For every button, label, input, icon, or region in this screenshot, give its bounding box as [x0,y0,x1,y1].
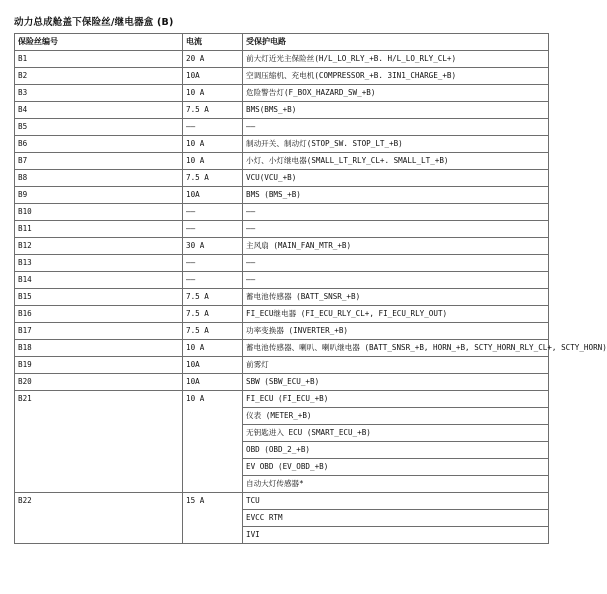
header-current: 电流 [183,34,243,51]
current-cell: 10 A [183,340,243,357]
fuse-number-cell: B2 [15,68,183,85]
protected-circuit-cell: 无钥匙进入 ECU (SMART_ECU_+B) [243,425,549,442]
table-row [15,289,549,306]
current-cell: 10A [183,187,243,204]
protected-circuit-cell: EV OBD (EV_OBD_+B) [243,459,549,476]
fuse-number-cell: B16 [15,306,183,323]
protected-circuit-cell: BMS(BMS_+B) [243,102,549,119]
protected-circuit-cell: SBW (SBW_ECU_+B) [243,374,549,391]
current-cell: 10A [183,374,243,391]
fuse-number-cell: B19 [15,357,183,374]
table-row [15,51,549,68]
fuse-number-cell: B18 [15,340,183,357]
protected-circuit-cell: FI_ECU继电器 (FI_ECU_RLY_CL+, FI_ECU_RLY_OUT) [243,306,549,323]
table-row [15,136,549,153]
protected-circuit-cell: —— [243,272,549,289]
protected-circuit-cell: 空调压缩机、充电机(COMPRESSOR_+B. 3IN1_CHARGE_+B) [243,68,549,85]
protected-circuit-cell: 小灯、小灯继电器(SMALL_LT_RLY_CL+. SMALL_LT_+B) [243,153,549,170]
current-cell: 7.5 A [183,306,243,323]
current-cell: —— [183,204,243,221]
fuse-number-cell: B15 [15,289,183,306]
fuse-number-cell: B1 [15,51,183,68]
protected-circuit-cell: 仪表 (METER_+B) [243,408,549,425]
table-row [15,187,549,204]
protected-circuit-cell: FI_ECU (FI_ECU_+B) [243,391,549,408]
current-cell: 10 A [183,153,243,170]
header-protected-circuit: 受保护电路 [243,34,549,51]
fuse-number-cell: B6 [15,136,183,153]
table-row [15,170,549,187]
protected-circuit-cell: 自动大灯传感器* [243,476,549,493]
protected-circuit-cell: 危险警告灯(F_BOX_HAZARD_SW_+B) [243,85,549,102]
protected-circuit-cell: —— [243,119,549,136]
table-row [15,119,549,136]
table-row [15,238,549,255]
header-fuse-number: 保险丝编号 [15,34,183,51]
protected-circuit-cell: OBD (OBD_2_+B) [243,442,549,459]
table-row [15,306,549,323]
table-row [15,255,549,272]
table-row [15,102,549,119]
fuse-number-cell: B22 [15,493,183,544]
table-row [15,204,549,221]
table-row [15,323,549,340]
fuse-number-cell: B11 [15,221,183,238]
current-cell: 10A [183,68,243,85]
protected-circuit-cell: BMS (BMS_+B) [243,187,549,204]
protected-circuit-cell: IVI [243,527,549,544]
protected-circuit-cell: TCU [243,493,549,510]
table-row [15,85,549,102]
protected-circuit-cell: 前雾灯 [243,357,549,374]
protected-circuit-cell: —— [243,255,549,272]
table-header-row [15,34,549,51]
table-body [15,51,607,544]
protected-circuit-cell: 蓄电池传感器、喇叭、喇叭继电器 (BATT_SNSR_+B, HORN_+B, SCTY_HORN_RLY_CL+, SCTY_HORN) [243,340,549,357]
table-row [15,153,549,170]
fuse-number-cell: B7 [15,153,183,170]
fuse-number-cell: B9 [15,187,183,204]
current-cell: —— [183,255,243,272]
current-cell: 7.5 A [183,289,243,306]
protected-circuit-cell: 制动开关、制动灯(STOP_SW. STOP_LT_+B) [243,136,549,153]
table-row [15,357,549,374]
current-cell: —— [183,221,243,238]
current-cell: 10 A [183,85,243,102]
current-cell: 7.5 A [183,102,243,119]
protected-circuit-cell: 主风扇 (MAIN_FAN_MTR_+B) [243,238,549,255]
current-cell: 7.5 A [183,323,243,340]
fuse-number-cell: B8 [15,170,183,187]
protected-circuit-cell: EVCC RTM [243,510,549,527]
fuse-relay-table [14,33,607,544]
current-cell: 10A [183,357,243,374]
table-row [15,374,549,391]
current-cell: 20 A [183,51,243,68]
current-cell: —— [183,119,243,136]
document-title: 动力总成舱盖下保险丝/继电器盒 (B) [14,17,174,28]
current-cell: —— [183,272,243,289]
fuse-number-cell: B12 [15,238,183,255]
table-row [15,68,549,85]
protected-circuit-cell: 蓄电池传感器 (BATT_SNSR_+B) [243,289,549,306]
protected-circuit-cell: 功率变换器 (INVERTER_+B) [243,323,549,340]
fuse-number-cell: B13 [15,255,183,272]
fuse-number-cell: B14 [15,272,183,289]
protected-circuit-cell: VCU(VCU_+B) [243,170,549,187]
table-row [15,221,549,238]
fuse-number-cell: B17 [15,323,183,340]
fuse-number-cell: B21 [15,391,183,493]
protected-circuit-cell: —— [243,221,549,238]
current-cell: 10 A [183,136,243,153]
fuse-number-cell: B4 [15,102,183,119]
current-cell: 15 A [183,493,243,544]
fuse-number-cell: B3 [15,85,183,102]
fuse-number-cell: B20 [15,374,183,391]
table-row [15,391,549,408]
protected-circuit-cell: —— [243,204,549,221]
table-row [15,272,549,289]
current-cell: 10 A [183,391,243,493]
protected-circuit-cell: 前大灯近光主保险丝(H/L_LO_RLY_+B. H/L_LO_RLY_CL+) [243,51,549,68]
fuse-number-cell: B5 [15,119,183,136]
current-cell: 30 A [183,238,243,255]
table-row [15,493,549,510]
table-row [15,340,549,357]
current-cell: 7.5 A [183,170,243,187]
fuse-number-cell: B10 [15,204,183,221]
